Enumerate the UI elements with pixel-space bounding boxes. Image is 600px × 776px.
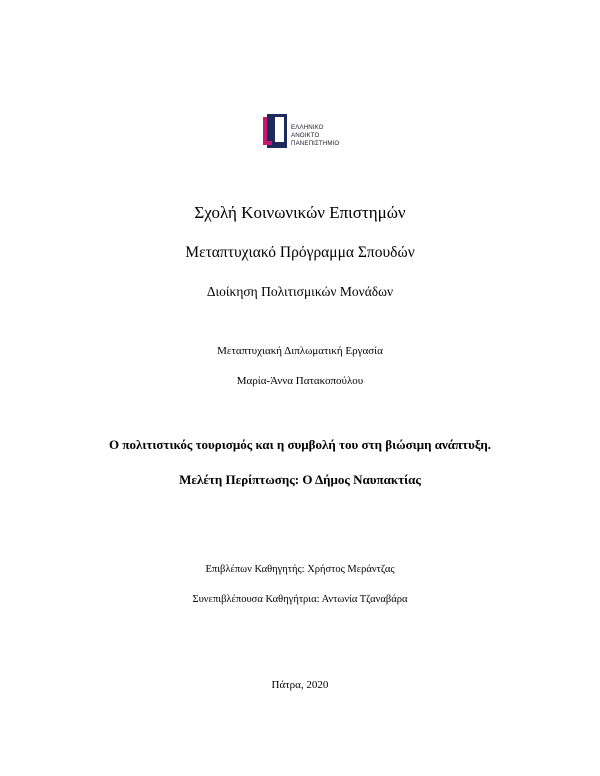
author-name: Μαρία-Άννα Πατακοπούλου xyxy=(236,375,364,387)
co-supervisor: Συνεπιβλέπουσα Καθηγήτρια: Αντωνία Τζαναβάρα xyxy=(192,594,408,605)
specialization-name: Διοίκηση Πολιτισμικών Μονάδων xyxy=(206,284,394,299)
school-name: Σχολή Κοινωνικών Επιστημών xyxy=(194,203,406,222)
logo-line: ΑΝΟΙΚΤΟ xyxy=(291,132,320,139)
thesis-type: Μεταπτυχιακή Διπλωματική Εργασία xyxy=(217,345,383,357)
university-logo xyxy=(263,114,343,154)
logo-line: ΠΑΝΕΠΙΣΤΗΜΙΟ xyxy=(291,140,340,147)
supervisor: Επιβλέπων Καθηγητής: Χρήστος Μεράντζας xyxy=(205,564,395,575)
university-logo-text xyxy=(291,124,339,148)
program-name: Μεταπτυχιακό Πρόγραμμα Σπουδών xyxy=(185,244,415,261)
thesis-title: Ο πολιτιστικός τουρισμός και η συμβολή του στη βιώσιμη ανάπτυξη. xyxy=(108,437,492,452)
thesis-subtitle: Μελέτη Περίπτωσης: Ο Δήμος Ναυπακτίας xyxy=(179,472,421,487)
logo-line: ΕΛΛΗΝΙΚΟ xyxy=(291,124,324,131)
university-logo-icon xyxy=(263,114,289,152)
place-date: Πάτρα, 2020 xyxy=(271,679,329,691)
